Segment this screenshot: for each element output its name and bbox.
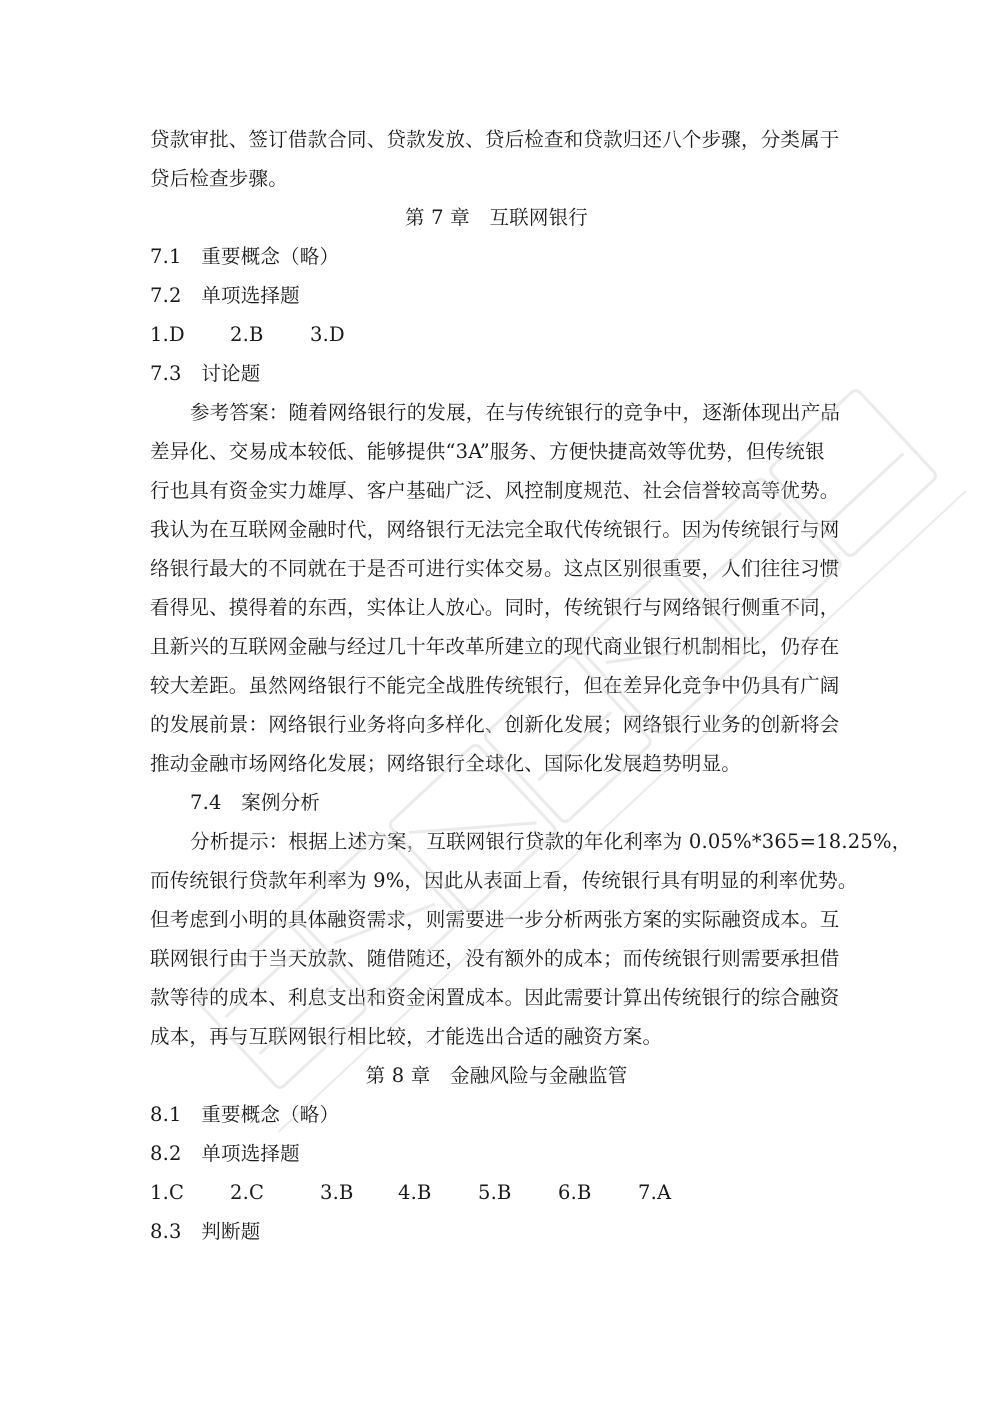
answer-row-ch8 bbox=[150, 1179, 671, 1207]
section-8-3-heading: 8.3 判断题 bbox=[150, 1220, 261, 1243]
paragraph-line: 分析提示：根据上述方案，互联网银行贷款的年化利率为 0.05%*365=18.25%， bbox=[190, 830, 912, 853]
paragraph-line: 参考答案：随着网络银行的发展，在与传统银行的竞争中，逐渐体现出产品 bbox=[190, 401, 841, 424]
section-7-3-heading: 7.3 讨论题 bbox=[150, 362, 261, 385]
section-7-1-heading: 7.1 重要概念（略） bbox=[150, 245, 340, 268]
paragraph-line: 但考虑到小明的具体融资需求，则需要进一步分析两张方案的实际融资成本。互 bbox=[150, 908, 840, 931]
paragraph-line: 较大差距。虽然网络银行不能完全战胜传统银行，但在差异化竞争中仍具有广阔 bbox=[150, 674, 840, 697]
chapter-8-title: 第 8 章 金融风险与金融监管 bbox=[365, 1064, 628, 1087]
paragraph-line: 贷款审批、签订借款合同、贷款发放、贷后检查和贷款归还八个步骤，分类属于 bbox=[150, 128, 840, 151]
answer-row-ch7 bbox=[150, 321, 345, 349]
section-8-2-heading: 8.2 单项选择题 bbox=[150, 1142, 300, 1165]
answer-item: 3.B bbox=[320, 1181, 354, 1204]
paragraph-line: 推动金融市场网络化发展；网络银行全球化、国际化发展趋势明显。 bbox=[150, 752, 742, 775]
answer-item: 1.D bbox=[150, 323, 185, 346]
paragraph-line: 而传统银行贷款年利率为 9%，因此从表面上看，传统银行具有明显的利率优势。 bbox=[150, 869, 858, 892]
answer-item: 1.C bbox=[150, 1181, 185, 1204]
answer-item: 5.B bbox=[478, 1181, 512, 1204]
chapter-7-title: 第 7 章 互联网银行 bbox=[404, 206, 588, 229]
section-7-4-heading: 7.4 案例分析 bbox=[190, 791, 321, 814]
paragraph-line: 看得见、摸得着的东西，实体让人放心。同时，传统银行与网络银行侧重不同， bbox=[150, 596, 840, 619]
paragraph-line: 我认为在互联网金融时代，网络银行无法完全取代传统银行。因为传统银行与网 bbox=[150, 518, 840, 541]
answer-item: 7.A bbox=[638, 1181, 672, 1204]
paragraph-line: 联网银行由于当天放款、随借随还，没有额外的成本；而传统银行则需要承担借 bbox=[150, 947, 840, 970]
section-8-1-heading: 8.1 重要概念（略） bbox=[150, 1103, 340, 1126]
paragraph-line: 成本，再与互联网银行相比较，才能选出合适的融资方案。 bbox=[150, 1025, 663, 1048]
section-7-2-heading: 7.2 单项选择题 bbox=[150, 284, 300, 307]
answer-item: 6.B bbox=[558, 1181, 592, 1204]
paragraph-line: 络银行最大的不同就在于是否可进行实体交易。这点区别很重要，人们往往习惯 bbox=[150, 557, 840, 580]
paragraph-line: 差异化、交易成本较低、能够提供“3A”服务、方便快捷高效等优势，但传统银 bbox=[150, 440, 825, 463]
answer-item: 2.B bbox=[230, 323, 264, 346]
paragraph-line: 贷后检查步骤。 bbox=[150, 167, 288, 190]
answer-item: 3.D bbox=[310, 323, 345, 346]
paragraph-line: 行也具有资金实力雄厚、客户基础广泛、风控制度规范、社会信誉较高等优势。 bbox=[150, 479, 840, 502]
answer-item: 4.B bbox=[398, 1181, 432, 1204]
paragraph-line: 的发展前景：网络银行业务将向多样化、创新化发展；网络银行业务的创新将会 bbox=[150, 713, 840, 736]
answer-item: 2.C bbox=[230, 1181, 265, 1204]
paragraph-line: 且新兴的互联网金融与经过几十年改革所建立的现代商业银行机制相比，仍存在 bbox=[150, 635, 840, 658]
paragraph-line: 款等待的成本、利息支出和资金闲置成本。因此需要计算出传统银行的综合融资 bbox=[150, 986, 840, 1009]
